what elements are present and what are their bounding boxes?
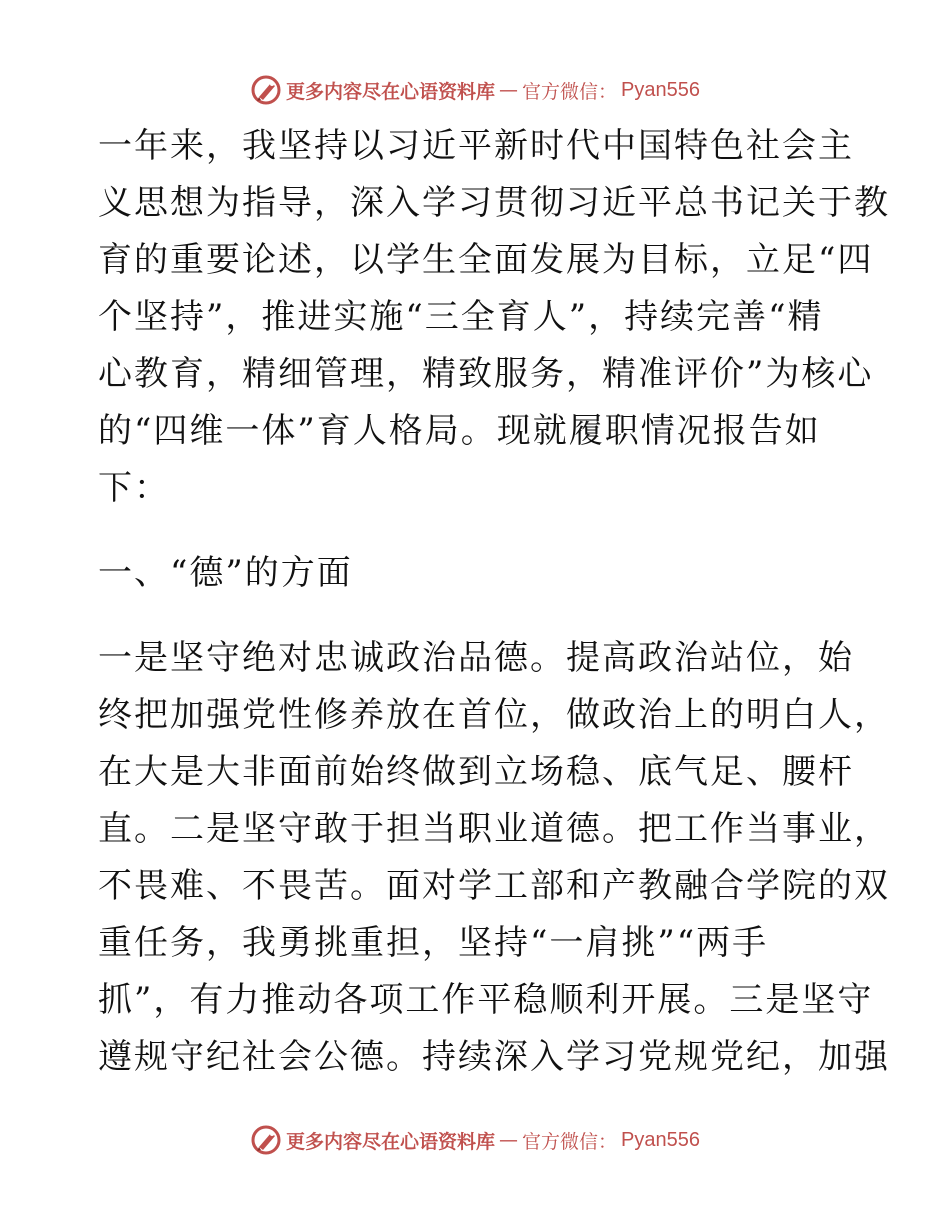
text-line: 的“四维一体”育人格局。现就履职情况报告如 [98, 411, 821, 451]
document-body [98, 118, 890, 1086]
text-line: 在大是大非面前始终做到立场稳、底气足、腰杆 [98, 752, 854, 792]
text-line: 重任务，我勇挑重担，坚持“一肩挑”“两手 [98, 923, 769, 963]
virtue-paragraph [98, 630, 890, 1086]
text-line: 心教育，精细管理，精致服务，精准评价”为核心 [98, 354, 874, 394]
section-heading: 一、“德”的方面 [98, 553, 353, 593]
text-line: 不畏难、不畏苦。面对学工部和产教融合学院的双 [98, 866, 890, 906]
header-banner [0, 70, 950, 110]
header-wechat-label: 官方微信： [522, 80, 618, 103]
footer-wechat-id: Pyan556 [621, 1128, 700, 1151]
text-line: 个坚持”，推进实施“三全育人”，持续完善“精 [98, 297, 824, 337]
footer-wechat-label: 官方微信： [522, 1130, 618, 1153]
text-line: 一是坚守绝对忠诚政治品德。提高政治站位，始 [98, 638, 854, 678]
text-line: 一年来，我坚持以习近平新时代中国特色社会主 [98, 126, 854, 166]
text-line: 义思想为指导，深入学习贯彻习近平总书记关于教 [98, 183, 890, 223]
paragraph-gap [98, 602, 858, 630]
header-site-text: 更多内容尽在心语资料库 [286, 80, 496, 103]
paragraph-gap [98, 517, 858, 545]
header-separator: — [499, 79, 519, 101]
pen-logo-icon [250, 1124, 282, 1156]
text-line: 直。二是坚守敢于担当职业道德。把工作当事业， [98, 809, 890, 849]
intro-paragraph [98, 118, 890, 517]
text-line: 育的重要论述，以学生全面发展为目标，立足“四 [98, 240, 874, 280]
footer-separator: — [499, 1129, 519, 1151]
text-line: 终把加强党性修养放在首位，做政治上的明白人， [98, 695, 890, 735]
pen-logo-icon [250, 74, 282, 106]
text-line: 抓”，有力推动各项工作平稳顺利开展。三是坚守 [98, 980, 874, 1020]
header-wechat-id: Pyan556 [621, 78, 700, 101]
footer-banner [0, 1120, 950, 1160]
text-line: 下： [98, 468, 170, 508]
footer-site-text: 更多内容尽在心语资料库 [286, 1130, 496, 1153]
text-line: 遵规守纪社会公德。持续深入学习党规党纪，加强 [98, 1037, 890, 1077]
